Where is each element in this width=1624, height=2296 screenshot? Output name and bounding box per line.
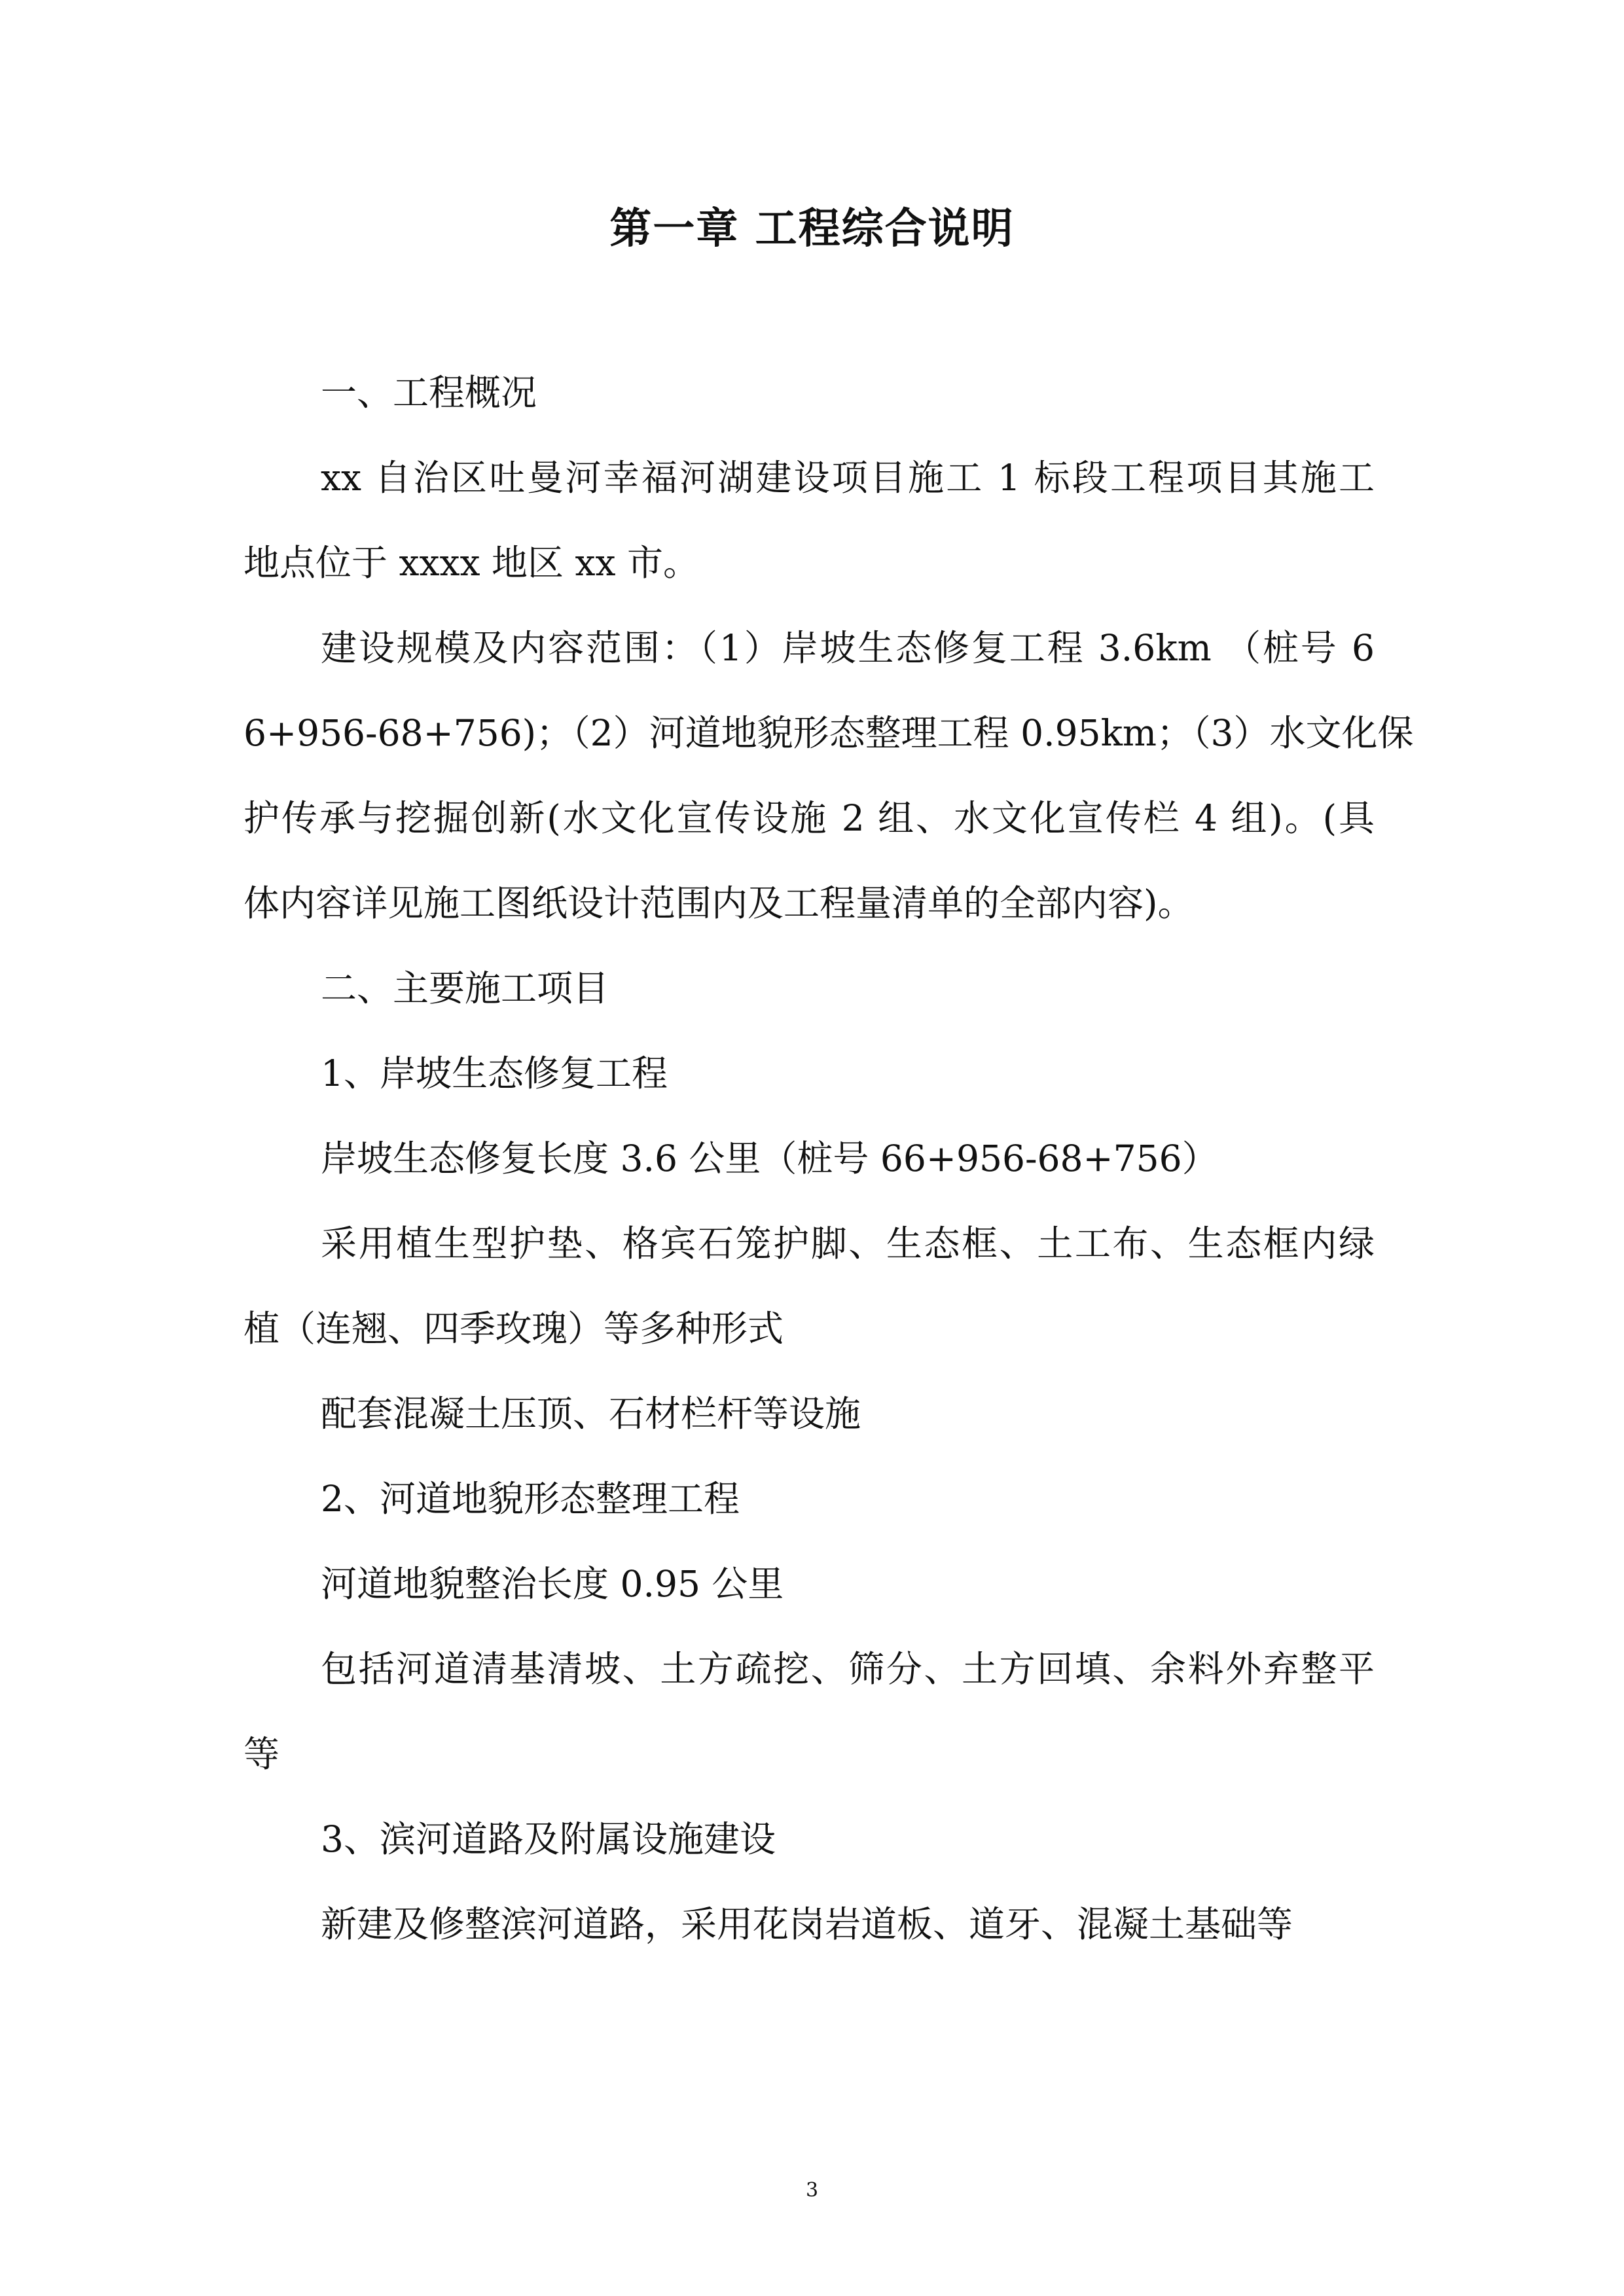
subsection-heading: 2、河道地貌形态整理工程	[321, 1478, 740, 1520]
paragraph-line: 新建及修整滨河道路，采用花岗岩道板、道牙、混凝土基础等	[321, 1903, 1293, 1945]
section-heading-overview: 一、工程概况	[321, 372, 537, 414]
paragraph-line: 地点位于 xxxx 地区 xx 市。	[244, 542, 700, 584]
paragraph-line: 配套混凝土压顶、石材栏杆等设施	[321, 1393, 861, 1435]
paragraph-line: 河道地貌整治长度 0.95 公里	[321, 1563, 784, 1605]
subsection-heading: 3、滨河道路及附属设施建设	[321, 1818, 776, 1860]
paragraph-line: 植（连翘、四季玫瑰）等多种形式	[244, 1308, 784, 1350]
paragraph-line: 体内容详见施工图纸设计范围内及工程量清单的全部内容)。	[244, 882, 1194, 924]
paragraph-line: 岸坡生态修复长度 3.6 公里（桩号 66+956-68+756）	[321, 1138, 1218, 1179]
paragraph-line: 护传承与挖掘创新(水文化宣传设施 2 组、水文化宣传栏 4 组)。(具	[244, 797, 1375, 839]
subsection-heading: 1、岸坡生态修复工程	[321, 1052, 668, 1094]
paragraph-line: 建设规模及内容范围：（1）岸坡生态修复工程 3.6km （桩号 6	[321, 627, 1375, 669]
paragraph-line: 6+956-68+756)；（2）河道地貌形态整理工程 0.95km；（3）水文化保	[244, 712, 1414, 754]
paragraph-line: 等	[244, 1733, 280, 1775]
chapter-title: 第一章 工程综合说明	[609, 205, 1015, 253]
paragraph-line: 采用植生型护垫、格宾石笼护脚、生态框、土工布、生态框内绿	[321, 1223, 1375, 1265]
paragraph-line: 包括河道清基清坡、土方疏挖、筛分、土方回填、余料外弃整平	[321, 1648, 1375, 1690]
section-heading-main-items: 二、主要施工项目	[321, 967, 609, 1009]
paragraph-line: xx 自治区吐曼河幸福河湖建设项目施工 1 标段工程项目其施工	[321, 457, 1375, 499]
page-number: 3	[805, 2179, 819, 2202]
